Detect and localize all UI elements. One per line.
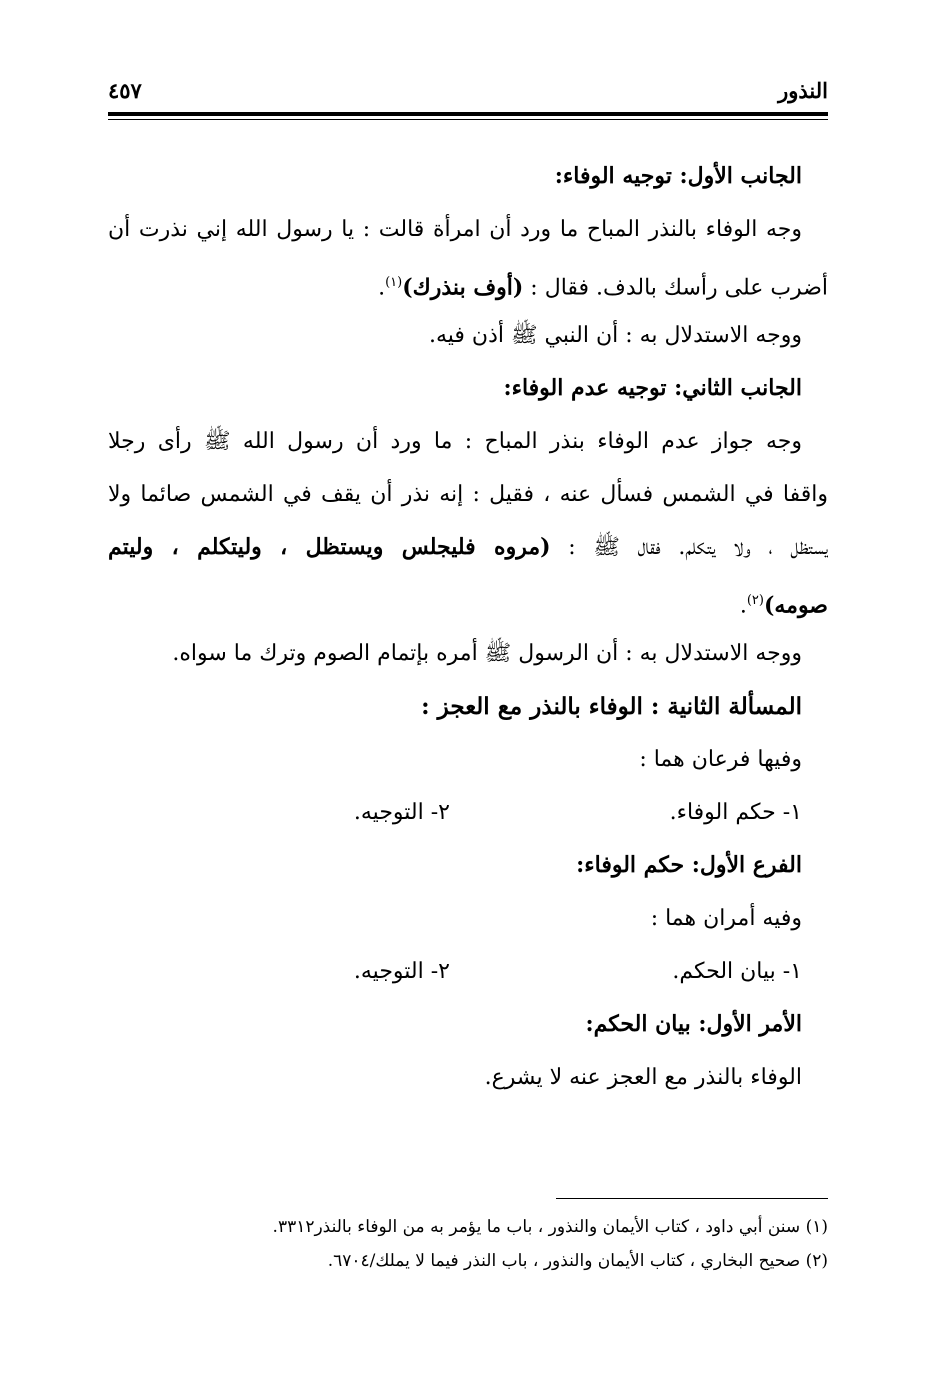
heading-second-side: الجانب الثاني: توجيه عدم الوفاء:: [503, 375, 802, 401]
text-run: أضرب على رأسك بالدف. فقال :: [523, 275, 828, 301]
paragraph-line: ووجه الاستدلال به : أن النبي ﷺ أذن فيه.: [428, 323, 802, 348]
two-item-list: [108, 786, 828, 839]
paragraph-line: وفيه أمران هما :: [650, 906, 802, 931]
main-text: [108, 150, 828, 1104]
chapter-title: النذور: [778, 78, 828, 103]
paragraph-line: الوفاء بالنذر مع العجز عنه لا يشرع.: [484, 1065, 802, 1090]
footnote-separator: [556, 1198, 828, 1199]
paragraph-line: واقفا في الشمس فسأل عنه ، فقيل : إنه نذر أن يقف في الشمس صائما ولا: [108, 482, 828, 507]
paragraph-line: وجه جواز عدم الوفاء بنذر المباح : ما ورد أن رسول الله ﷺ رأى رجلا: [108, 429, 802, 454]
paragraph-line: [108, 574, 828, 627]
heading-second-issue: المسألة الثانية : الوفاء بالنذر مع العجز :: [421, 693, 802, 720]
footnote-2: (٢) صحيح البخاري ، كتاب الأيمان والنذور ، باب النذر فيما لا يملك/٦٧٠٤.: [327, 1251, 828, 1271]
heading-first-side: الجانب الأول: توجيه الوفاء:: [554, 163, 802, 189]
paragraph-line: [108, 256, 828, 309]
header-rule-thick: [108, 112, 828, 116]
text-run: .: [378, 275, 386, 301]
header-rule-thin: [108, 119, 828, 120]
list-item: ٢- التوجيه.: [353, 800, 450, 825]
list-item: ١- حكم الوفاء.: [669, 800, 802, 825]
heading-first-branch: الفرع الأول: حكم الوفاء:: [576, 852, 802, 878]
text-run: يستظل ، ولا يتكلم. فقال ﷺ :: [550, 535, 828, 560]
page-number: ٤٥٧: [108, 78, 142, 103]
two-item-list: [108, 945, 828, 998]
footnote-ref: (١): [385, 275, 403, 290]
footnote-ref: (٢): [746, 593, 764, 608]
paragraph-line: ووجه الاستدلال به : أن الرسول ﷺ أمره بإتمام الصوم وترك ما سواه.: [172, 641, 802, 666]
footnote-1: (١) سنن أبي داود ، كتاب الأيمان والنذور ، باب ما يؤمر به من الوفاء بالنذر٣٣١٢.: [272, 1217, 828, 1237]
footnotes: [108, 1210, 828, 1278]
list-item: ٢- التوجيه.: [353, 959, 450, 984]
list-item: ١- بيان الحكم.: [672, 959, 802, 984]
paragraph-line: وفيها فرعان هما :: [639, 747, 802, 772]
heading-first-matter: الأمر الأول: بيان الحكم:: [585, 1011, 802, 1037]
book-page: [108, 78, 828, 1271]
text-run: .: [739, 593, 747, 619]
hadith-quote: (أوف بنذرك): [402, 274, 524, 301]
running-header: [108, 78, 828, 118]
hadith-quote: صومه): [763, 592, 828, 619]
hadith-quote: (مروه فليجلس ويستظل ، وليتكلم ، وليتم: [108, 534, 551, 560]
paragraph-line: وجه الوفاء بالنذر المباح ما ورد أن امرأة قالت : يا رسول الله إني نذرت أن: [108, 217, 802, 242]
paragraph-line: [108, 521, 828, 574]
